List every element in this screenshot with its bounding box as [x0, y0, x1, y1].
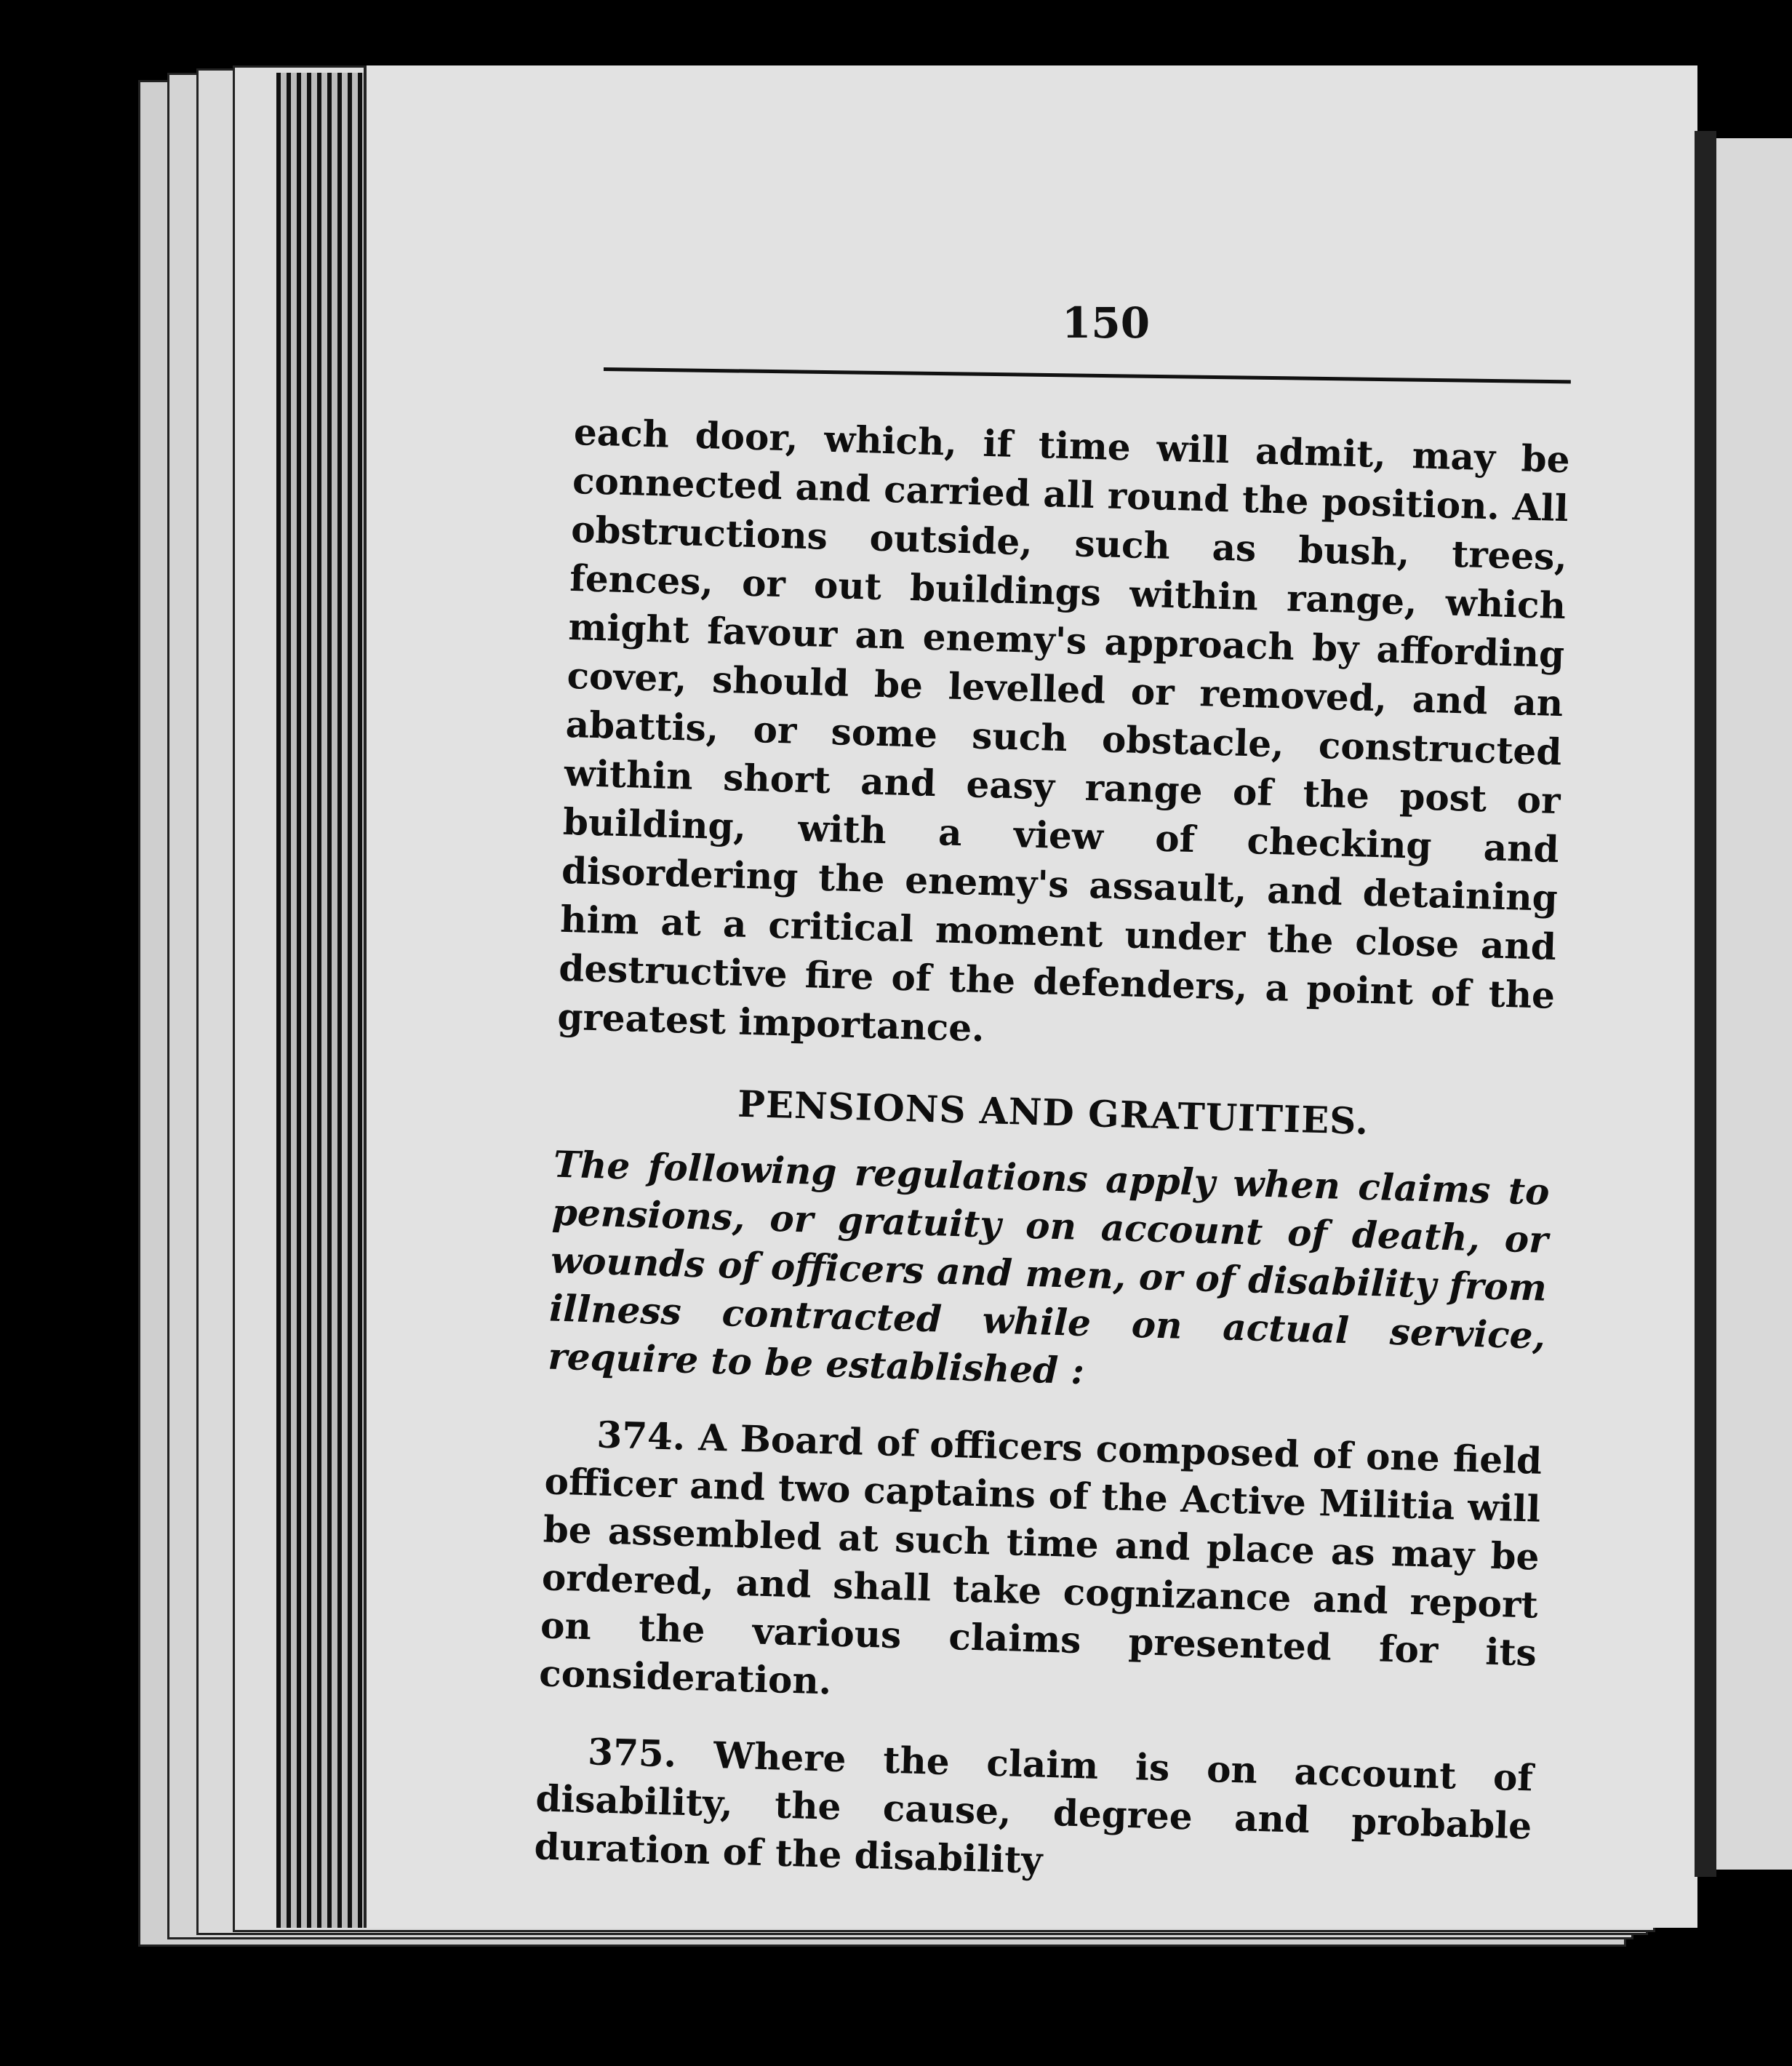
page-number: 150 [1062, 298, 1151, 348]
continued-paragraph: each door, which, if time will admit, may be connected and carried all round the position. All obstructions outside, such as bush, trees, fences, or out buildings within range, which might favour an enemy's approach by affording cover, should be levelled or removed, and an abattis, or some such obstacle, constructed within short and easy range of the post or building, with a view of checking and disordering the enemy's assault, and detaining him at a critical moment under the close and destructive fire of the defenders, a point of the greatest importance. [556, 410, 1571, 1050]
section-heading: PENSIONS AND GRATUITIES. [737, 1082, 1369, 1143]
page-edges-stack [276, 73, 364, 1928]
clause-375: 375. Where the claim is on account of disability, the cause, degree and probable duration of the disability [533, 1730, 1534, 1882]
clause-374: 374. A Board of officers composed of one field officer and two captains of the Active Militia will be assembled at such time and place as may be ordered, and shall take cognizance and report on the various claims presented for its consideration. [538, 1413, 1543, 1703]
gutter-shadow [1695, 131, 1716, 1877]
section-intro: The following regulations apply when claims to pensions, or gratuity on account of death, or wounds of officers and men, or of disability from illness contracted while on actual service, require to be established : [547, 1142, 1551, 1393]
facing-page-edge [1716, 138, 1792, 1870]
page-text [533, 407, 1571, 1927]
